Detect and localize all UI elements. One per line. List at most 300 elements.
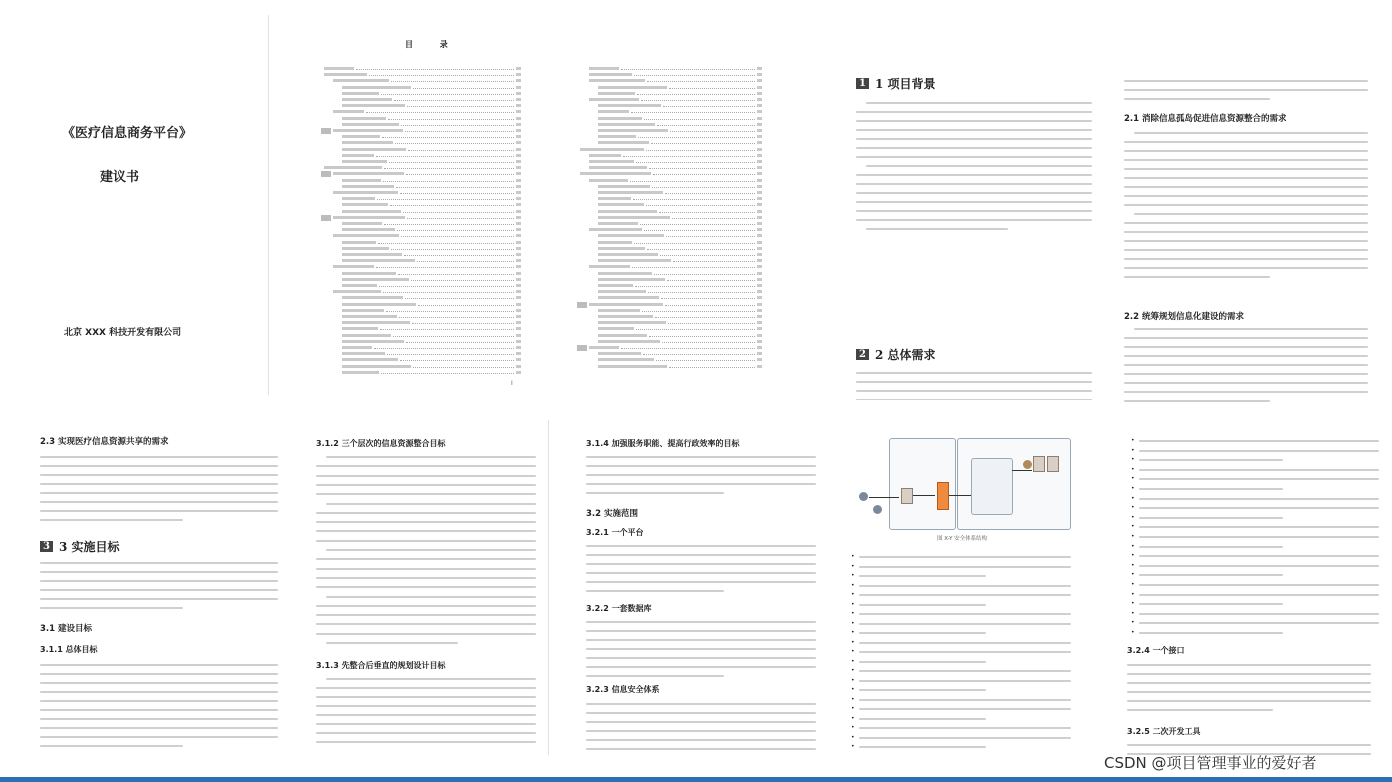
toc-page-ref (757, 123, 762, 126)
toc-entry-label (342, 327, 378, 330)
text-line (1124, 186, 1368, 188)
toc-page-ref (757, 315, 762, 318)
text-line (1124, 346, 1368, 348)
toc-entry[interactable] (568, 258, 763, 264)
toc-entry[interactable] (312, 227, 522, 233)
toc-page-ref (516, 358, 521, 361)
toc-entry-label (342, 241, 376, 244)
toc-entry[interactable] (312, 240, 522, 246)
heading-3-2-2: 3.2.2 一套数据库 (586, 604, 652, 613)
heading-2-2: 2.2 统筹规划信息化建设的需求 (1124, 312, 1245, 322)
toc-entry[interactable] (312, 140, 522, 146)
toc-entry-label (342, 346, 372, 349)
toc-entry[interactable] (312, 252, 522, 258)
toc-entry[interactable] (568, 357, 763, 363)
toc-page-ref (757, 191, 762, 194)
toc-entry[interactable] (312, 78, 522, 84)
bullet-marker: • (851, 629, 855, 636)
toc-entry-label (342, 123, 399, 126)
toc-leader (394, 100, 514, 101)
text-line (40, 691, 278, 693)
text-line (40, 745, 183, 747)
toc-entry-label (342, 86, 411, 89)
toc-entry-label (342, 228, 395, 231)
text-line (859, 642, 1071, 644)
text-line (856, 381, 1092, 383)
toc-entry[interactable] (312, 295, 522, 301)
toc-entry[interactable] (568, 202, 763, 208)
heading-3-2-4: 3.2.4 一个接口 (1127, 646, 1185, 655)
toc-entry-label (342, 253, 402, 256)
toc-leader (669, 367, 755, 368)
toc-page-ref (516, 365, 521, 368)
toc-entry[interactable] (312, 264, 522, 270)
text-line (859, 585, 1071, 587)
toc-entry-label (598, 222, 638, 225)
toc-page-ref (757, 278, 762, 281)
heading-overall-needs (856, 346, 936, 363)
toc-entry-label (333, 172, 404, 175)
toc-entry[interactable] (568, 289, 763, 295)
toc-entry[interactable] (312, 184, 522, 190)
toc-entry[interactable] (312, 308, 522, 314)
toc-entry[interactable] (568, 209, 763, 215)
toc-entry[interactable] (312, 97, 522, 103)
toc-entry[interactable] (312, 246, 522, 252)
page-divider (548, 420, 549, 755)
heading-text: 3 实施目标 (58, 540, 120, 554)
toc-page-ref (516, 346, 521, 349)
toc-page-ref (757, 203, 762, 206)
toc-leader (411, 280, 514, 281)
toc-entry[interactable] (568, 351, 763, 357)
text-line (1124, 240, 1368, 242)
toc-entry-label (342, 154, 374, 157)
toc-leader (379, 286, 514, 287)
text-line (856, 183, 1092, 185)
text-line (316, 623, 536, 625)
toc-entry-label (598, 321, 666, 324)
bullet-marker: • (1131, 600, 1135, 608)
toc-entry[interactable] (568, 171, 763, 177)
toc-leader (646, 150, 755, 151)
toc-page-ref (516, 110, 521, 113)
toc-page-ref (516, 340, 521, 343)
toc-page-ref (516, 334, 521, 337)
toc-page-ref (516, 327, 521, 330)
page-divider (268, 15, 269, 395)
toc-entry[interactable] (568, 109, 763, 115)
text-line (1139, 450, 1379, 452)
toc-page-ref (757, 197, 762, 200)
toc-entry[interactable] (312, 209, 522, 215)
text-line (1124, 337, 1368, 339)
toc-entry[interactable] (312, 147, 522, 153)
bullet-marker: • (851, 600, 855, 608)
connection-arrow (913, 495, 935, 496)
toc-entry[interactable] (312, 364, 522, 370)
toc-entry[interactable] (312, 320, 522, 326)
toc-entry[interactable] (312, 134, 522, 140)
text-line (1127, 709, 1273, 711)
text-line (1139, 507, 1379, 509)
toc-entry[interactable] (312, 339, 522, 345)
toc-leader (641, 100, 755, 101)
toc-leader (642, 311, 755, 312)
toc-entry[interactable] (312, 196, 522, 202)
bullet-marker: • (1131, 475, 1135, 483)
toc-entry-label (598, 234, 664, 237)
toc-page-ref (757, 346, 762, 349)
toc-entry[interactable] (568, 227, 763, 233)
text-line (40, 519, 183, 521)
toc-entry[interactable] (568, 196, 763, 202)
toc-leader (653, 174, 755, 175)
toc-entry[interactable] (568, 326, 763, 332)
toc-entry[interactable] (312, 202, 522, 208)
toc-entry[interactable] (568, 264, 763, 270)
toc-entry[interactable] (568, 140, 763, 146)
needs-page (1110, 60, 1385, 410)
toc-entry[interactable] (312, 215, 522, 221)
toc-leader (383, 292, 514, 293)
toc-page-ref (757, 92, 762, 95)
text-line (1139, 622, 1379, 624)
text-line (40, 598, 278, 600)
toc-entry[interactable] (568, 271, 763, 277)
toc-page-ref (757, 67, 762, 70)
text-line (1139, 526, 1379, 528)
toc-page-ref (516, 179, 521, 182)
text-line (40, 501, 278, 503)
toc-page-ref (516, 259, 521, 262)
text-line (586, 545, 816, 547)
toc-entry[interactable] (568, 91, 763, 97)
toc-entry[interactable] (312, 289, 522, 295)
toc-page-ref (516, 303, 521, 306)
toc-page-ref (757, 117, 762, 120)
toc-entry[interactable] (312, 91, 522, 97)
text-line (859, 594, 1071, 596)
toc-entry[interactable] (568, 122, 763, 128)
toc-entry[interactable] (568, 314, 763, 320)
toc-leader (661, 298, 755, 299)
toc-entry[interactable] (568, 147, 763, 153)
toc-leader (407, 218, 514, 219)
bullet-marker: • (1131, 629, 1135, 636)
toc-leader (636, 329, 755, 330)
text-line (316, 696, 536, 698)
toc-entry[interactable] (312, 271, 522, 277)
toc-leader (649, 336, 755, 337)
toc-page-ref (757, 253, 762, 256)
text-line (40, 664, 278, 666)
toc-entry-label (342, 309, 384, 312)
toc-entry[interactable] (568, 178, 763, 184)
connection-arrow (1012, 470, 1032, 471)
toc-entry[interactable] (568, 134, 763, 140)
bullet-marker: • (1131, 581, 1135, 588)
bottom-bar (0, 777, 1392, 782)
toc-page-ref (757, 216, 762, 219)
toc-entry-label (589, 303, 663, 306)
bullet-marker: • (1131, 494, 1135, 502)
text-line (1124, 141, 1368, 143)
diagram-caption: 图 X-Y 安全体系结构 (937, 536, 988, 542)
connection-arrow (869, 497, 899, 498)
toc-entry-label (598, 104, 661, 107)
toc-entry[interactable] (568, 345, 763, 351)
text-line (40, 580, 278, 582)
text-line (1124, 177, 1368, 179)
text-line (326, 596, 536, 598)
text-line (1124, 168, 1368, 170)
toc-leader (403, 212, 514, 213)
toc-page-1 (268, 30, 533, 395)
toc-entry-label (598, 210, 657, 213)
toc-page-ref (516, 129, 521, 132)
text-line (316, 605, 536, 607)
text-line (326, 456, 536, 458)
toc-page-ref (757, 110, 762, 113)
text-line (316, 723, 536, 725)
text-line (1127, 700, 1371, 702)
toc-leader (376, 156, 514, 157)
toc-leader (665, 193, 755, 194)
bullet-marker: • (1131, 619, 1135, 627)
toc-entry[interactable] (312, 314, 522, 320)
text-line (586, 675, 724, 677)
user-node-icon (859, 492, 868, 501)
toc-entry[interactable] (568, 165, 763, 171)
toc-entry-label (342, 135, 380, 138)
text-line (856, 210, 1092, 212)
toc-entry[interactable] (312, 221, 522, 227)
toc-entry[interactable] (312, 66, 522, 72)
toc-entry[interactable] (568, 103, 763, 109)
toc-page-ref (757, 104, 762, 107)
heading-3-2: 3.2 实施范围 (586, 509, 639, 519)
toc-entry[interactable] (568, 190, 763, 196)
text-line (1127, 673, 1371, 675)
toc-leader (647, 81, 755, 82)
toc-leader (643, 354, 755, 355)
bullet-marker: • (851, 638, 855, 646)
text-line (1139, 459, 1283, 461)
toc-leader (381, 373, 514, 374)
text-line (1139, 613, 1379, 615)
toc-entry[interactable] (568, 283, 763, 289)
toc-page-ref (516, 123, 521, 126)
toc-page-ref (516, 79, 521, 82)
toc-entry[interactable] (568, 159, 763, 165)
toc-entry[interactable] (312, 351, 522, 357)
toc-entry-label (342, 92, 379, 95)
toc-entry-label (342, 160, 387, 163)
toc-page-ref (516, 92, 521, 95)
text-line (1124, 80, 1368, 82)
toc-entry[interactable] (312, 178, 522, 184)
toc-entry[interactable] (568, 153, 763, 159)
toc-entry-label (598, 352, 641, 355)
text-line (1124, 195, 1368, 197)
toc-leader (391, 81, 514, 82)
text-line (1139, 603, 1283, 605)
toc-entry[interactable] (312, 159, 522, 165)
toc-entry[interactable] (312, 190, 522, 196)
bullet-marker: • (851, 648, 855, 655)
toc-entry-label (342, 98, 392, 101)
toc-entry[interactable] (568, 221, 763, 227)
toc-entry[interactable] (568, 116, 763, 122)
cover-company: 北京 XXX 科技开发有限公司 (64, 328, 182, 338)
toc-entry-label (598, 92, 635, 95)
toc-entry[interactable] (312, 283, 522, 289)
toc-leader (644, 119, 755, 120)
toc-entry-label (598, 253, 658, 256)
toc-entry[interactable] (568, 277, 763, 283)
toc-entry-label (598, 123, 655, 126)
toc-entry[interactable] (568, 215, 763, 221)
text-line (586, 748, 816, 750)
toc-entry-label (342, 340, 404, 343)
toc-entry[interactable] (568, 72, 763, 78)
toc-page-ref (516, 172, 521, 175)
toc-entry[interactable] (312, 153, 522, 159)
text-line (586, 639, 816, 641)
toc-page-ref (757, 98, 762, 101)
toc-page-ref (757, 179, 762, 182)
toc-page-ref (757, 309, 762, 312)
toc-entry-label (342, 203, 388, 206)
text-line (316, 732, 536, 734)
toc-leader (376, 267, 514, 268)
bullet-marker: • (1131, 542, 1135, 550)
toc-entry[interactable] (312, 165, 522, 171)
toc-entry[interactable] (312, 109, 522, 115)
toc-entry[interactable] (568, 66, 763, 72)
toc-entry[interactable] (312, 345, 522, 351)
text-line (40, 607, 183, 609)
toc-entry[interactable] (312, 302, 522, 308)
text-line (859, 661, 986, 663)
toc-entry-label (342, 210, 401, 213)
text-line (40, 474, 278, 476)
toc-leader (406, 342, 514, 343)
toc-entry-label (598, 315, 653, 318)
toc-page-ref (516, 228, 521, 231)
toc-entry[interactable] (568, 308, 763, 314)
text-line (1124, 98, 1270, 100)
toc-page-ref (757, 234, 762, 237)
toc-entry-label (598, 247, 645, 250)
toc-entry[interactable] (568, 252, 763, 258)
text-line (1124, 204, 1368, 206)
toc-entry[interactable] (312, 233, 522, 239)
toc-entry-label (333, 265, 374, 268)
toc-entry[interactable] (312, 128, 522, 134)
text-line (40, 718, 278, 720)
text-line (1139, 440, 1379, 442)
toc-entry[interactable] (568, 246, 763, 252)
toc-entry[interactable] (568, 364, 763, 370)
toc-entry[interactable] (568, 78, 763, 84)
toc-entry-label (598, 135, 636, 138)
integration-goals-page (310, 420, 540, 755)
toc-entry[interactable] (568, 184, 763, 190)
text-line (316, 714, 536, 716)
toc-page-ref (516, 241, 521, 244)
toc-entry[interactable] (568, 85, 763, 91)
text-line (1139, 498, 1379, 500)
toc-leader (401, 125, 514, 126)
toc-entry[interactable] (312, 333, 522, 339)
toc-entry[interactable] (568, 233, 763, 239)
bullet-marker: • (1131, 465, 1135, 473)
bullet-marker: • (851, 724, 855, 731)
text-line (40, 492, 278, 494)
text-line (859, 718, 986, 720)
heading-project-background (856, 75, 936, 92)
text-line (326, 549, 536, 551)
toc-entry[interactable] (312, 85, 522, 91)
toc-entry-label (342, 315, 397, 318)
toc-entry[interactable] (568, 128, 763, 134)
toc-entry[interactable] (568, 333, 763, 339)
toc-entry-label (342, 352, 385, 355)
text-line (40, 562, 278, 564)
toc-entry[interactable] (312, 122, 522, 128)
text-line (586, 739, 816, 741)
heading-3-2-3: 3.2.3 信息安全体系 (586, 685, 660, 694)
text-line (856, 372, 1092, 374)
toc-entry[interactable] (312, 116, 522, 122)
text-line (586, 465, 816, 467)
toc-entry[interactable] (568, 339, 763, 345)
text-line (1139, 584, 1379, 586)
toc-entry[interactable] (568, 97, 763, 103)
toc-page-ref (757, 148, 762, 151)
watermark: CSDN @项目管理事业的爱好者 (1104, 754, 1317, 772)
toc-entry-label (598, 365, 667, 368)
toc-entry[interactable] (568, 302, 763, 308)
text-line (316, 493, 536, 495)
toc-entry[interactable] (312, 72, 522, 78)
toc-entry[interactable] (312, 103, 522, 109)
text-line (856, 120, 1092, 122)
text-line (316, 741, 536, 743)
toc-entry[interactable] (568, 320, 763, 326)
toc-entry[interactable] (568, 295, 763, 301)
toc-page-ref (516, 315, 521, 318)
toc-entry[interactable] (568, 240, 763, 246)
heading-number-badge: 1 (856, 78, 869, 89)
toc-leader (646, 205, 755, 206)
cover-title: 《医疗信息商务平台》 (62, 126, 193, 141)
toc-page-ref (757, 129, 762, 132)
text-line (316, 484, 536, 486)
heading-3-1-2: 3.1.2 三个层次的信息资源整合目标 (316, 439, 446, 448)
toc-entry[interactable] (312, 171, 522, 177)
toc-entry[interactable] (312, 277, 522, 283)
toc-entry-label (342, 284, 377, 287)
toc-leader (407, 106, 514, 107)
toc-entry[interactable] (312, 326, 522, 332)
toc-entry[interactable] (312, 258, 522, 264)
toc-entry[interactable] (312, 370, 522, 376)
toc-entry-label (589, 179, 628, 182)
toc-entry[interactable] (312, 357, 522, 363)
